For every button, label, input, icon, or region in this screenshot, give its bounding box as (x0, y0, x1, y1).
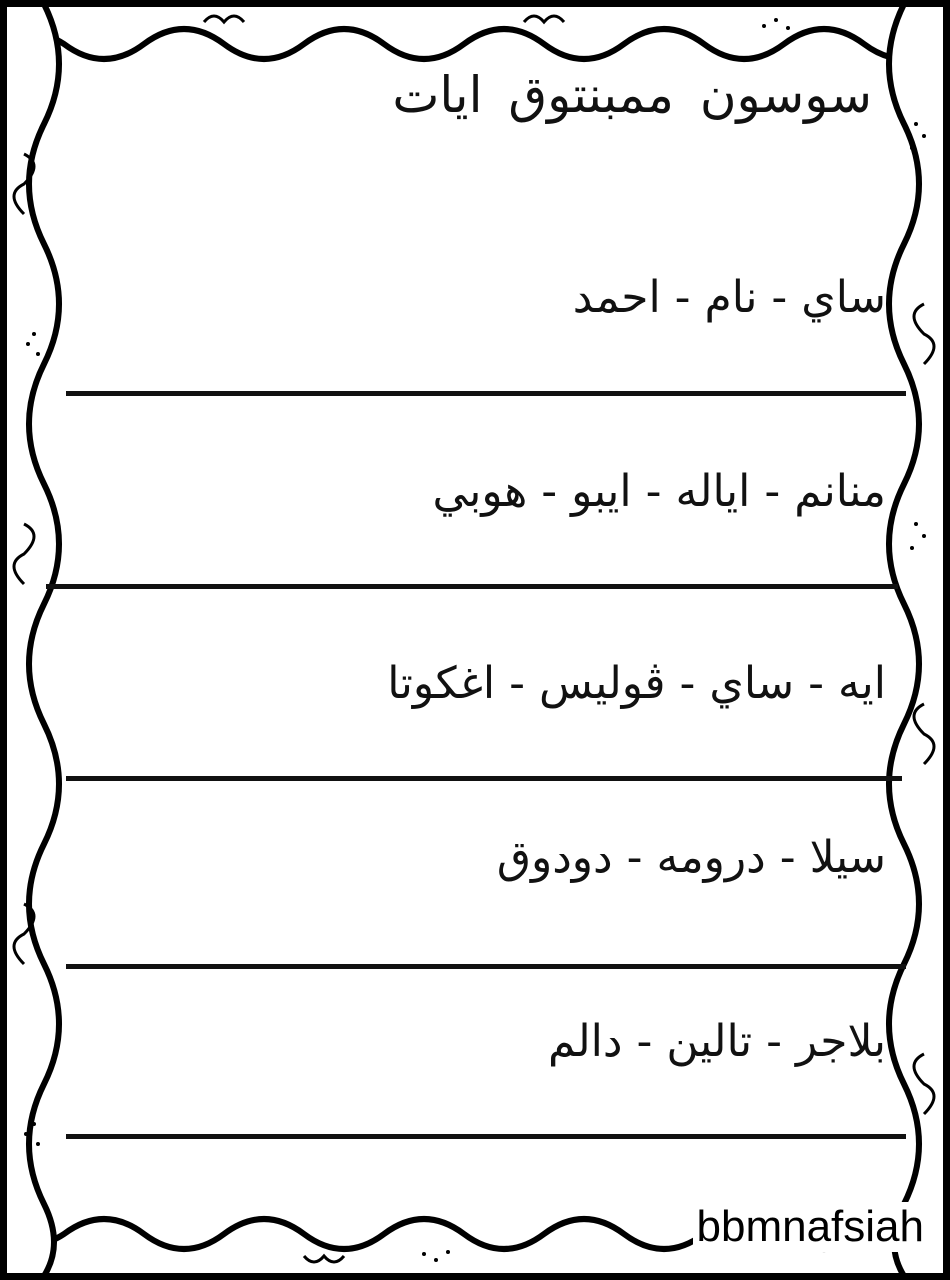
worksheet-page (4, 4, 946, 1276)
worksheet-title: سوسون ممبنتوق ايات (392, 66, 872, 124)
writing-rule-2 (46, 584, 898, 589)
word-line-3: ايه - ساي - ڤوليس - اغكوتا (387, 658, 886, 709)
writing-rule-4 (66, 964, 906, 969)
word-line-4: سيلا - درومه - دودوق (496, 832, 886, 883)
writing-rule-3 (66, 776, 902, 781)
writing-rule-1 (66, 391, 906, 396)
word-line-1: ساي - نام - احمد (572, 272, 886, 323)
writing-rule-5 (66, 1134, 906, 1139)
word-line-2: منانم - اياله - ايبو - هوبي (432, 466, 886, 517)
doodle-cloud-border-icon (4, 4, 946, 1276)
word-line-5: بلاجر - تالين - دالم (547, 1016, 886, 1067)
watermark-text: bbmnafsiah (693, 1202, 928, 1252)
